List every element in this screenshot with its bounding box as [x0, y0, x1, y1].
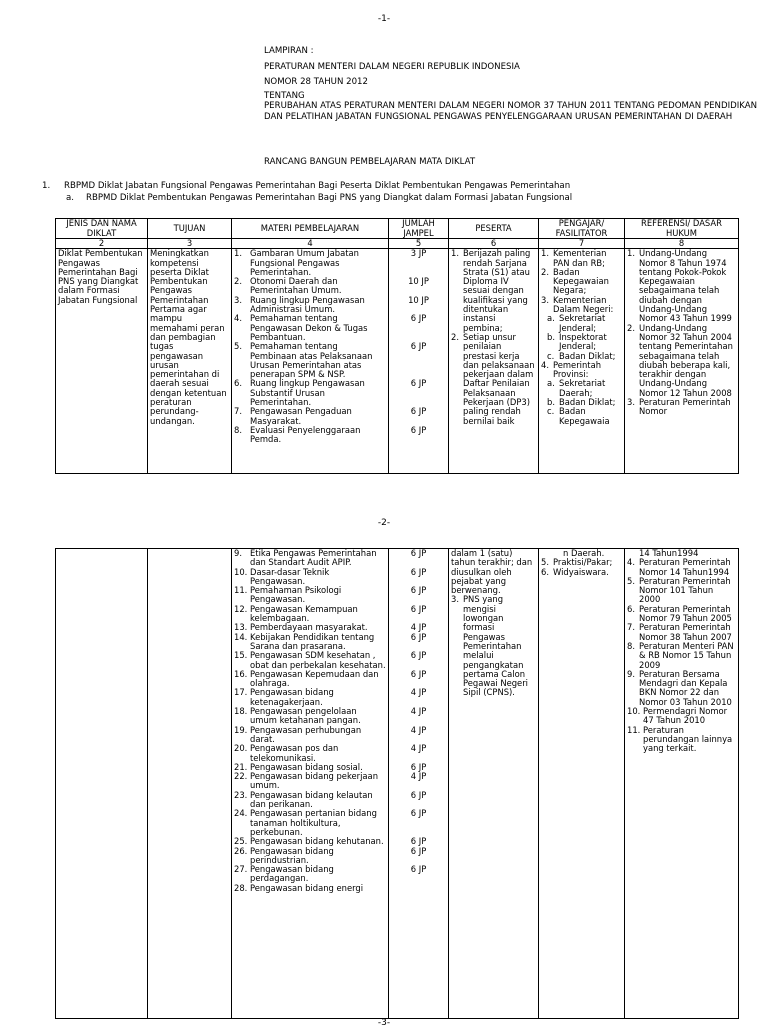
item-number: b.	[547, 331, 555, 342]
item-number: 3.	[627, 397, 635, 408]
referensi-item	[627, 558, 736, 577]
referensi-continued: 14 Tahun1994	[639, 548, 699, 558]
column-header: MATERI PEMBELAJARAN	[232, 219, 389, 239]
materi-item	[234, 726, 386, 745]
materi-item	[234, 549, 386, 568]
item-number: 6.	[234, 378, 242, 389]
document-title: RANCANG BANGUN PEMBELAJARAN MATA DIKLAT	[264, 157, 476, 167]
column-number: 5	[389, 239, 449, 249]
pengajar-item	[541, 249, 622, 268]
column-header: JUMLAH JAMPEL	[389, 219, 449, 239]
referensi-item	[627, 707, 736, 726]
item-number: 1.	[451, 248, 459, 259]
jampel-value: 6 JP	[410, 668, 427, 679]
item-text: Kementerian PAN dan RB;	[553, 248, 607, 268]
pengajar-item	[541, 296, 622, 315]
item-number: 9.	[627, 668, 635, 679]
item-text: Badan Kepegawaia	[559, 406, 610, 426]
item-text: Permendagri Nomor 47 Tahun 2010	[643, 706, 728, 726]
pengajar-cell	[539, 549, 625, 1019]
item-text: Etika Pengawas Pemerintahan dan Standart Audit APIP.	[250, 548, 377, 568]
pengajar-item	[541, 407, 622, 426]
materi-item	[234, 884, 386, 893]
page-number: -3-	[377, 1018, 391, 1028]
materi-item	[234, 772, 386, 791]
column-number: 4	[232, 239, 389, 249]
item-text: Pemerintah Provinsi:	[553, 359, 602, 380]
item-text: Pengawasan perhubungan darat.	[250, 724, 362, 744]
item-number: 2.	[627, 322, 635, 333]
materi-item	[234, 296, 386, 315]
jampel-value: 6 JP	[410, 631, 427, 642]
referensi-item	[627, 605, 736, 624]
item-number: 6.	[541, 566, 549, 577]
materi-item	[234, 633, 386, 652]
jampel-value: 6 JP	[410, 789, 427, 800]
pengajar-continued: n Daerah.	[563, 548, 605, 558]
materi-cell	[232, 249, 389, 474]
tujuan-cell	[148, 549, 232, 1019]
item-text: Undang-Undang Nomor 8 Tahun 1974 tentang Pokok-Pokok Kepegawaian sebagaimana telah diubah dengan Undang-Undang Nomor 43 Tahun 1999	[639, 248, 732, 324]
item-text: Pengawasan bidang kehutanan.	[250, 836, 384, 847]
item-text: Peraturan Pemerintah Nomor 38 Tahun 2007	[639, 622, 732, 642]
jenis-cell	[56, 549, 148, 1019]
pengajar-cell	[539, 249, 625, 474]
peserta-cell	[449, 249, 539, 474]
item-text: Pengawasan pengelolaan umum ketahanan pangan.	[250, 706, 361, 726]
column-number: 7	[539, 239, 625, 249]
item-text: Pengawasan pertanian bidang tanaman holtikultura, perkebunan.	[250, 808, 377, 837]
subsection-title: RBPMD Diklat Pembentukan Pengawas Pemerintahan Bagi PNS yang Diangkat dalam Formasi Jabatan Fungsional	[86, 193, 573, 203]
jampel-value: 10 JP	[408, 276, 429, 287]
item-text: Pemberdayaan masyarakat.	[250, 622, 368, 633]
item-text: Berijazah paling rendah Sarjana Strata (S1) atau Diploma IV sesuai dengan kualifikasi yang ditentukan instansi pembina;	[463, 248, 531, 333]
materi-list	[234, 549, 386, 893]
item-number: 5.	[627, 575, 635, 586]
item-number: 21.	[234, 761, 248, 772]
item-text: Pemahaman tentang Pembinaan atas Pelaksanaan Urusan Pemerintahan atas penerapan SPM & NSP.	[250, 341, 373, 380]
tujuan-cell: Meningkatkan kompetensi peserta Diklat Pembentukan Pengawas Pemerintahan Pertama agar mampu memahami peran dan pembagian tugas pengawasan urusan pemerintahan di daerah sesuai dengan ketentuan peraturan perundang-undangan.	[148, 249, 232, 474]
item-text: Sekretariat Jenderal;	[559, 313, 606, 333]
item-number: 27.	[234, 864, 248, 875]
jampel-cell	[389, 249, 449, 474]
item-text: Peraturan Bersama Mendagri dan Kepala BKN Nomor 22 dan Nomor 03 Tahun 2010	[639, 668, 732, 707]
item-text: Pengawasan bidang kelautan dan perikanan.	[250, 789, 373, 810]
item-number: 1.	[627, 248, 635, 259]
materi-cell	[232, 549, 389, 1019]
item-number: 8.	[627, 640, 635, 651]
item-number: 22.	[234, 771, 248, 782]
column-header: JENIS DAN NAMA DIKLAT	[56, 219, 148, 239]
regulation-subject: PERUBAHAN ATAS PERATURAN MENTERI DALAM NEGERI NOMOR 37 TAHUN 2011 TENTANG PEDOMAN PENDIDIKAN DAN PELATIHAN JABATAN FUNGSIONAL PENGAWAS PENYELENGGARAAN URUSAN PEMERINTAHAN DI DAERAH	[264, 101, 758, 123]
item-number: 26.	[234, 845, 248, 856]
peserta-item	[451, 333, 536, 426]
item-number: 3.	[451, 594, 459, 605]
table-row	[56, 249, 739, 474]
item-text: Gambaran Umum Jabatan Fungsional Pengawas Pemerintahan.	[250, 248, 359, 277]
jampel-value: 6 JP	[410, 406, 427, 417]
materi-item	[234, 342, 386, 379]
jampel-cell	[389, 549, 449, 1019]
item-number: 6.	[627, 603, 635, 614]
item-text: PNS yang mengisi lowongan formasi Pengawas Pemerintahan melalui pengangkatan pertama Calon Pegawai Negeri Sipil (CPNS).	[463, 594, 528, 698]
item-text: Kebijakan Pendidikan tentang Sarana dan prasarana.	[250, 631, 375, 651]
materi-list	[234, 249, 386, 444]
item-text: Otonomi Daerah dan Pemerintahan Umum.	[250, 276, 342, 296]
jampel-value: 4 JP	[410, 622, 427, 633]
peserta-continued: dalam 1 (satu) tahun terakhir; dan diusulkan oleh pejabat yang berwenang.	[451, 548, 533, 596]
materi-item	[234, 426, 386, 445]
item-number: 2.	[541, 266, 549, 277]
item-text: Pengawasan bidang energi	[250, 882, 364, 893]
item-number: a.	[547, 378, 555, 389]
item-text: Pengawasan Kepemudaan dan olahraga.	[250, 668, 379, 689]
page-gap	[0, 490, 768, 512]
item-number: c.	[547, 406, 555, 417]
jampel-value: 6 JP	[410, 836, 427, 847]
referensi-item	[627, 577, 736, 605]
jampel-value: 4 JP	[410, 771, 427, 782]
pengajar-item	[541, 333, 622, 352]
item-number: a.	[547, 313, 555, 324]
referensi-list	[627, 558, 736, 753]
jampel-value: 6 JP	[410, 845, 427, 856]
column-header: TUJUAN	[148, 219, 232, 239]
jampel-value: 6 JP	[410, 566, 427, 577]
column-header: PESERTA	[449, 219, 539, 239]
item-text: Ruang lingkup Pengawasan Administrasi Umum.	[250, 294, 365, 315]
peserta-item	[451, 249, 536, 333]
column-number: 2	[56, 239, 148, 249]
column-header: REFERENSI/ DASAR HUKUM	[625, 219, 739, 239]
pengajar-item	[541, 568, 622, 577]
materi-item	[234, 651, 386, 670]
jampel-value: 10 JP	[408, 294, 429, 305]
item-number: 1.	[234, 248, 242, 259]
item-text: Setiap unsur penilaian prestasi kerja dan pelaksanaan pekerjaan dalam Daftar Penilaian Pelaksanaan Pekerjaan (DP3) paling rendah bernilai baik	[463, 331, 535, 426]
referensi-item	[627, 398, 736, 417]
jampel-value: 6 JP	[410, 341, 427, 352]
materi-item	[234, 809, 386, 837]
item-number: 20.	[234, 743, 248, 754]
item-text: Dasar-dasar Teknik Pengawasan.	[250, 566, 330, 586]
page-number: -1-	[377, 14, 391, 24]
item-text: Pemahaman tentang Pengawasan Dekon & Tugas Pembantuan.	[250, 313, 368, 342]
jampel-value: 6 JP	[410, 548, 427, 558]
item-text: Pemahaman Psikologi Pengawasan.	[250, 585, 342, 605]
column-number: 8	[625, 239, 739, 249]
item-text: Praktisi/Pakar;	[553, 557, 613, 568]
regulation-number: NOMOR 28 TAHUN 2012	[264, 77, 368, 87]
item-number: 3.	[541, 294, 549, 305]
item-number: 1.	[541, 248, 549, 259]
item-number: 23.	[234, 789, 248, 800]
referensi-item	[627, 623, 736, 642]
materi-item	[234, 605, 386, 624]
referensi-list	[627, 249, 736, 416]
item-text: Peraturan Pemerintah Nomor	[639, 397, 731, 417]
item-text: Pengawasan SDM kesehatan , obat dan perbekalan kesehatan.	[250, 650, 386, 670]
jampel-value: 4 JP	[410, 724, 427, 735]
materi-item	[234, 865, 386, 884]
regulation-title: PERATURAN MENTERI DALAM NEGERI REPUBLIK INDONESIA	[264, 62, 520, 72]
referensi-item	[627, 249, 736, 323]
jampel-value: 6 JP	[410, 378, 427, 389]
materi-item	[234, 707, 386, 726]
item-number: 5.	[234, 341, 242, 352]
item-number: 28.	[234, 882, 248, 893]
item-text: Peraturan perundangan lainnya yang terkait.	[643, 724, 733, 754]
referensi-item	[627, 324, 736, 398]
item-text: Badan Kepegawaian Negara;	[553, 266, 609, 296]
pengajar-item	[541, 268, 622, 296]
tentang-label: TENTANG	[264, 91, 305, 101]
pengajar-list	[541, 249, 622, 426]
item-number: 10.	[627, 706, 641, 717]
jampel-value: 6 JP	[410, 585, 427, 596]
item-number: 7.	[234, 406, 242, 417]
item-number: b.	[547, 397, 555, 408]
jampel-value: 6 JP	[410, 864, 427, 875]
table-row	[56, 549, 739, 1019]
item-text: Sekretariat Daerah;	[559, 378, 606, 398]
page-1	[0, 0, 768, 490]
rbpmd-table-continued	[55, 548, 739, 1019]
item-text: Evaluasi Penyelenggaraan Pemda.	[250, 424, 361, 445]
item-text: Pengawasan bidang pekerjaan umum.	[250, 771, 378, 791]
column-number-row	[56, 239, 739, 249]
lampiran-label: LAMPIRAN :	[264, 46, 314, 56]
table-header-row	[56, 219, 739, 239]
page-number: -2-	[377, 518, 391, 528]
section-title: RBPMD Diklat Jabatan Fungsional Pengawas Pemerintahan Bagi Peserta Diklat Pembentukan Pengawas Pemerintahan	[64, 181, 571, 191]
item-number: 14.	[234, 631, 248, 642]
materi-item	[234, 847, 386, 866]
item-text: Pengawasan Pengaduan Masyarakat.	[250, 406, 352, 426]
jampel-value: 6 JP	[410, 313, 427, 324]
item-number: 25.	[234, 836, 248, 847]
column-header: PENGAJAR/ FASILITATOR	[539, 219, 625, 239]
referensi-cell	[625, 249, 739, 474]
pengajar-item	[541, 314, 622, 333]
jampel-value: 6 JP	[410, 650, 427, 661]
item-text: Peraturan Pemerintah Nomor 101 Tahun 2000	[639, 575, 731, 605]
item-number: 7.	[627, 622, 635, 633]
item-text: Widyaiswara.	[553, 566, 609, 577]
column-number: 3	[148, 239, 232, 249]
materi-item	[234, 249, 386, 277]
item-number: 9.	[234, 548, 242, 558]
referensi-item	[627, 670, 736, 707]
item-text: Pengawasan bidang ketenagakerjaan.	[250, 687, 334, 707]
jampel-value: 4 JP	[410, 706, 427, 717]
jampel-value: 6 JP	[410, 808, 427, 819]
materi-item	[234, 688, 386, 707]
item-number: 3.	[234, 294, 242, 305]
item-number: 11.	[627, 724, 641, 735]
jampel-value: 3 JP	[410, 248, 427, 259]
page-2	[0, 512, 768, 1028]
item-number: 13.	[234, 622, 248, 633]
item-number: 16.	[234, 668, 248, 679]
peserta-cell	[449, 549, 539, 1019]
item-text: Kementerian Dalam Negeri:	[553, 294, 614, 315]
materi-item	[234, 568, 386, 587]
item-number: 15.	[234, 650, 248, 661]
materi-item	[234, 670, 386, 689]
jampel-value: 4 JP	[410, 687, 427, 698]
item-number: 11.	[234, 585, 248, 596]
referensi-item	[627, 726, 736, 754]
jampel-value: 6 JP	[410, 424, 427, 435]
peserta-list	[451, 249, 536, 426]
item-number: 8.	[234, 424, 242, 435]
subsection-number: a.	[66, 193, 74, 203]
jampel-value: 6 JP	[410, 761, 427, 772]
item-text: Ruang lingkup Pengawasan Substantif Urusan Pemerintahan.	[250, 378, 365, 408]
peserta-item	[451, 595, 536, 697]
jampel-value: 4 JP	[410, 743, 427, 754]
item-text: Pengawasan bidang perdagangan.	[250, 864, 334, 884]
item-number: 2.	[451, 331, 459, 342]
item-text: Peraturan Pemerintah Nomor 79 Tahun 2005	[639, 603, 732, 624]
item-text: Pengawasan pos dan telekomunikasi.	[250, 743, 339, 763]
item-number: 12.	[234, 603, 248, 614]
item-text: Peraturan Menteri PAN & RB Nomor 15 Tahun 2009	[639, 640, 734, 670]
item-text: Pengawasan bidang sosial.	[250, 761, 363, 772]
item-text: Peraturan Pemerintah Nomor 14 Tahun1994	[639, 557, 731, 577]
item-number: 19.	[234, 724, 248, 735]
jampel-value: 6 JP	[410, 603, 427, 614]
section-number: 1.	[42, 181, 51, 191]
rbpmd-table	[55, 218, 739, 474]
referensi-item	[627, 642, 736, 670]
materi-item	[234, 277, 386, 296]
materi-item	[234, 314, 386, 342]
pengajar-item	[541, 361, 622, 380]
materi-item	[234, 407, 386, 426]
materi-item	[234, 379, 386, 407]
item-number: 2.	[234, 276, 242, 287]
item-text: Badan Diklat;	[559, 397, 616, 408]
peserta-list	[451, 595, 536, 697]
item-number: 4.	[234, 313, 242, 324]
item-number: 18.	[234, 706, 248, 717]
materi-item	[234, 586, 386, 605]
item-number: 24.	[234, 808, 248, 819]
item-text: Pengawasan bidang perindustrian.	[250, 845, 334, 865]
jenis-cell: Diklat Pembentukan Pengawas Pemerintahan Bagi PNS yang Diangkat dalam Formasi Jabatan Fungsional	[56, 249, 148, 474]
item-text: Pengawasan Kemampuan kelembagaan.	[250, 603, 358, 624]
item-number: 4.	[541, 359, 549, 370]
materi-item	[234, 791, 386, 810]
materi-item	[234, 744, 386, 763]
column-number: 6	[449, 239, 539, 249]
item-text: Badan Diklat;	[559, 350, 616, 361]
item-number: 10.	[234, 566, 248, 577]
referensi-cell	[625, 549, 739, 1019]
item-text: Undang-Undang Nomor 32 Tahun 2004 tentang Pemerintahan sebagaimana telah diubah beberapa kali, terakhir dengan Undang-Undang Nomor 12 Tahun 2008	[639, 322, 733, 398]
item-text: Inspektorat Jenderal;	[559, 331, 607, 352]
item-number: 5.	[541, 557, 549, 568]
item-number: c.	[547, 350, 555, 361]
item-number: 17.	[234, 687, 248, 698]
pengajar-list	[541, 558, 622, 577]
item-number: 4.	[627, 557, 635, 568]
pengajar-item	[541, 379, 622, 398]
